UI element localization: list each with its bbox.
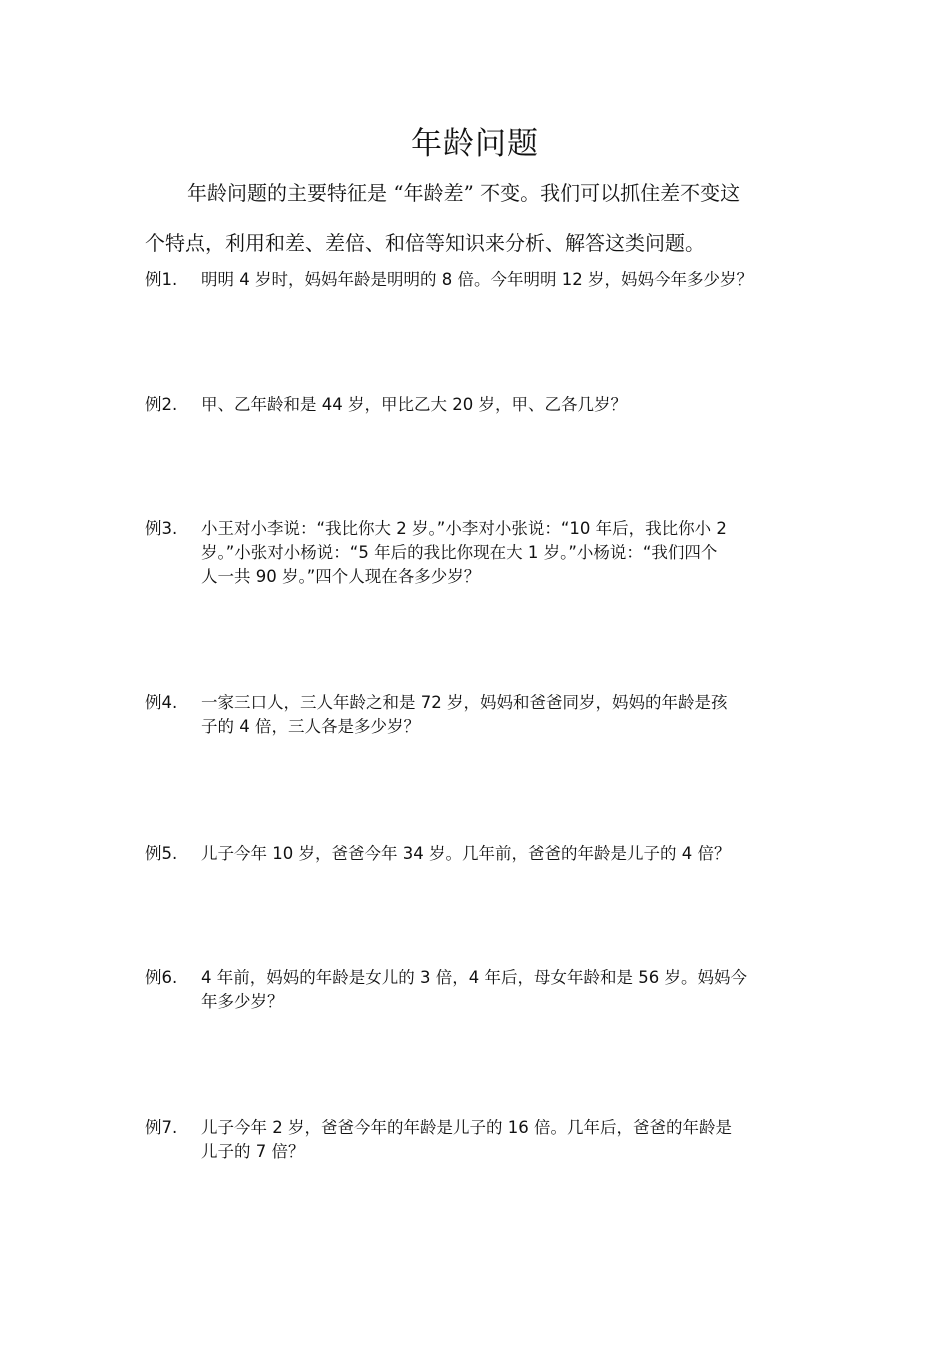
example-label: 例3. xyxy=(145,519,178,538)
example-line: 明明 4 岁时，妈妈年龄是明明的 8 倍。今年明明 12 岁，妈妈今年多少岁？ xyxy=(201,270,753,289)
example-label: 例2. xyxy=(145,395,178,414)
example-line: 甲、乙年龄和是 44 岁，甲比乙大 20 岁，甲、乙各几岁？ xyxy=(201,395,627,414)
example-text xyxy=(201,966,811,1014)
example-label: 例1. xyxy=(145,270,178,289)
example-text xyxy=(201,268,811,292)
example-line: 人一共 90 岁。”四个人现在各多少岁？ xyxy=(201,567,481,586)
example-line: 儿子今年 10 岁，爸爸今年 34 岁。几年前，爸爸的年龄是儿子的 4 倍？ xyxy=(201,844,731,863)
example-label: 例4. xyxy=(145,693,178,712)
example-label: 例5. xyxy=(145,844,178,863)
example-label: 例7. xyxy=(145,1118,178,1137)
example-line: 年多少岁？ xyxy=(201,992,284,1011)
example-line: 儿子的 7 倍？ xyxy=(201,1142,305,1161)
example-line: 小王对小李说：“我比你大 2 岁。”小李对小张说：“10 年后，我比你小 2 xyxy=(201,519,727,538)
example-line: 4 年前，妈妈的年龄是女儿的 3 倍，4 年后，母女年龄和是 56 岁。妈妈今 xyxy=(201,968,747,987)
example-line: 儿子今年 2 岁，爸爸今年的年龄是儿子的 16 倍。几年后，爸爸的年龄是 xyxy=(201,1118,732,1137)
example-text xyxy=(201,691,811,739)
example-text xyxy=(201,1116,811,1164)
page-title: 年龄问题 xyxy=(411,126,539,162)
example-line: 一家三口人，三人年龄之和是 72 岁，妈妈和爸爸同岁，妈妈的年龄是孩 xyxy=(201,693,728,712)
example-text xyxy=(201,517,811,589)
example-text xyxy=(201,842,811,866)
example-text xyxy=(201,393,811,417)
example-line: 岁。”小张对小杨说：“5 年后的我比你现在大 1 岁。”小杨说：“我们四个 xyxy=(201,543,718,562)
example-line: 子的 4 倍，三人各是多少岁？ xyxy=(201,717,420,736)
intro-line-1: 年龄问题的主要特征是 “年龄差” 不变。我们可以抓住差不变这 xyxy=(187,181,741,205)
intro-line-2: 个特点，利用和差、差倍、和倍等知识来分析、解答这类问题。 xyxy=(145,231,705,255)
example-label: 例6. xyxy=(145,968,178,987)
